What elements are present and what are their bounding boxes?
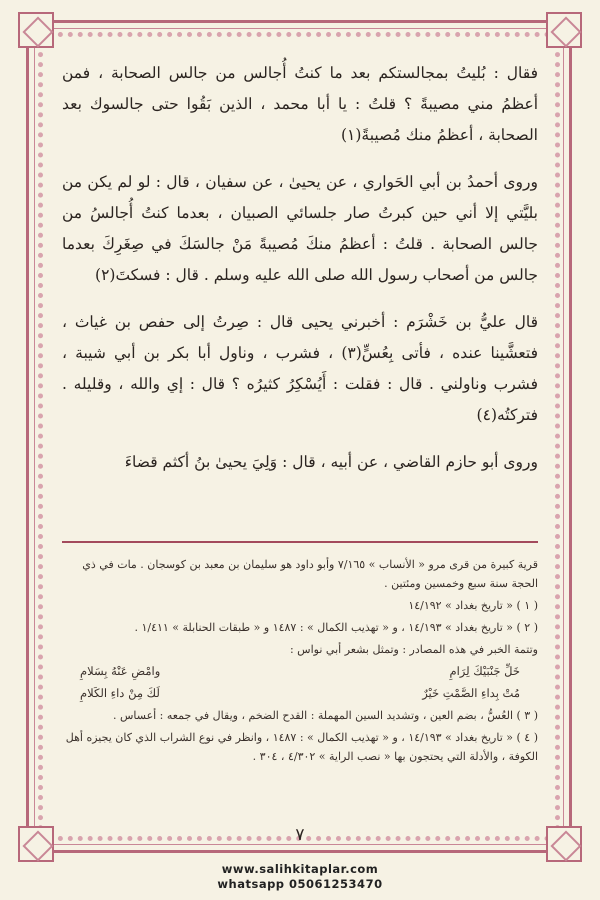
page-number: ٧ xyxy=(295,825,305,845)
watermark-website: www.salihkitaplar.com xyxy=(221,862,379,876)
footnote-2-continuation: وتتمة الخبر في هذه المصادر : وتمثل بشعر أبي نواس : xyxy=(289,643,538,656)
paragraph-1: فقال : بُليتُ بمجالستكم بعد ما كنتُ أُجالس من جالس الصحابة ، فمن أعظمُ مني مصيبةً ؟ قلتُ : يا أبا محمد ، الذين بَقُوا حتى جالسوك بعد الصحابة ، أعظمُ منك مُصيبةً(١) xyxy=(62,64,538,144)
corner-ornament-top-right xyxy=(546,12,582,48)
corner-ornament-top-left xyxy=(18,12,54,48)
poem-hemistich: لَكَ مِنْ داءِ الكَلامِ xyxy=(80,686,160,700)
paragraph-3: قال عليُّ بن خَشْرَم : أخبرني يحيى قال : صِرتُ إلى حفص بن غياث ، فتعشَّينا عنده ، فأتى بِعُسٍّ(٣) ، فشرب ، وناول أبا بكر بن أبي شيبة ، فشرب وناولني . قال : فقلت : أَيُسْكِرُ كثيرُه ؟ قال : إي والله ، وقليله . فتركتُه(٤) xyxy=(62,313,538,424)
poem-hemistich: وامْضِ عَنْهُ بِسَلامِ xyxy=(80,664,161,678)
poem-verse-2 xyxy=(80,684,520,703)
watermark xyxy=(0,862,600,892)
footnotes xyxy=(62,555,538,769)
poem-hemistich: خَلِّ جَنْبَيْكَ لِرَامِ xyxy=(449,664,520,678)
paragraph-4: وروى أبو حازم القاضي ، عن أبيه ، قال : وَلِيَ يحيىٰ بنُ أكثم قضاءَ xyxy=(124,453,538,471)
paragraph-2: وروى أحمدُ بن أبي الحَواري ، عن يحيىٰ ، عن سفيان ، قال : لو لم يكن من بليَّتي إلا أني حين كبرتُ صار جلسائي الصبيان ، بعدما كنتُ أُجالسُ من جالس الصحابة . قلتُ : أعظمُ منكَ مُصيبةً مَنْ جالسَكَ في صِغَرِكَ بعدما جالس من أصحاب رسول الله صلى الله عليه وسلم . قال : فسكتَ(٢) xyxy=(62,173,538,284)
watermark-phone: whatsapp 05061253470 xyxy=(217,877,383,891)
poem-verse-1 xyxy=(80,662,520,681)
poem-hemistich: مُتْ بِداءِ الصَّمْتِ خَيْرٌ xyxy=(422,686,520,700)
footnote-separator xyxy=(62,541,538,543)
footnote-4: ( ٤ ) « تاريخ بغداد » ١٤/١٩٣ ، و « تهذيب الكمال » : ١٤٨٧ ، وانظر في نوع الشراب الذي كان يجيزه أهل الكوفة ، والأدلة التي يحتجون بها « نصب الراية » ٤/٣٠٢ ، ٣٠٤ . xyxy=(65,731,538,763)
footnote-continued: قرية كبيرة من قرى مرو « الأنساب » ٧/١٦٥ وأبو داود هو سليمان بن معبد بن كوسجان . مات في ذي الحجة سنة سبع وخمسين ومئتين . xyxy=(82,558,538,590)
footnote-2: ( ٢ ) « تاريخ بغداد » ١٤/١٩٣ ، و « تهذيب الكمال » : ١٤٨٧ و « طبقات الحنابلة » ١/٤١١ . xyxy=(134,621,538,634)
footnote-1: ( ١ ) « تاريخ بغداد » ١٤/١٩٢ xyxy=(408,599,538,612)
footnote-3: ( ٣ ) العُسُّ ، بضم العين ، وتشديد السين المهملة : القدح الضخم ، ويقال في جمعه : أعساس . xyxy=(112,709,538,722)
